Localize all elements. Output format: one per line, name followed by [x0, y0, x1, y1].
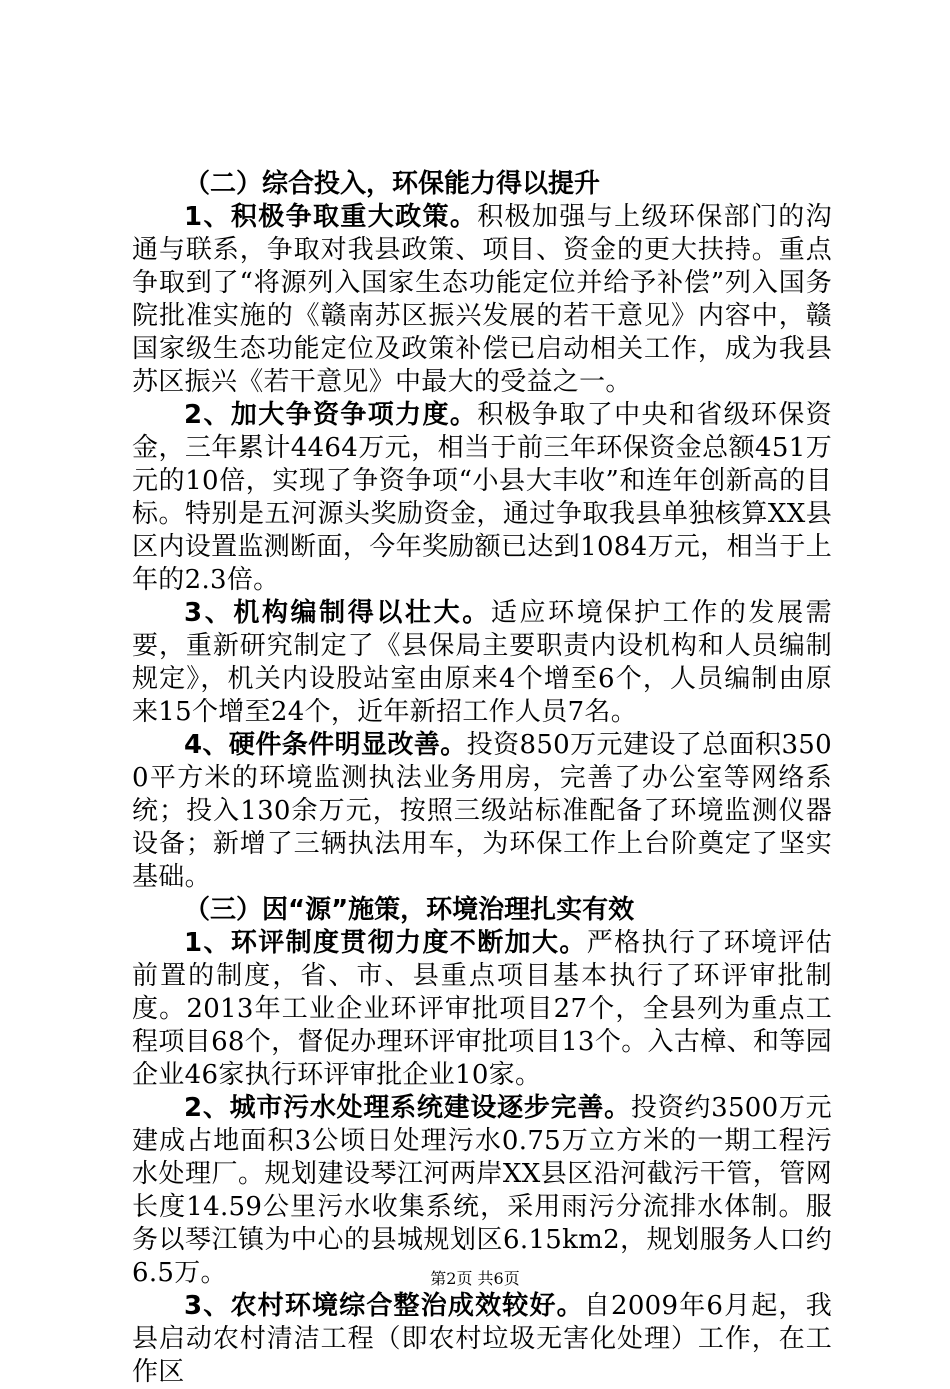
paragraph-lead: 2、城市污水处理系统建设逐步完善。	[184, 1093, 631, 1123]
page-footer: 第2页 共6页	[430, 1269, 520, 1288]
document-body	[132, 168, 832, 1389]
paragraph-lead: 3、农村环境综合整治成效较好。	[184, 1291, 584, 1321]
paragraph-text: 适应环境保护工作的发展需要，重新研究制定了《县保局主要职责内设机构和人员编制规定》，机关内设股站室由原来4个增至6个，人员编制由原来15个增至24个，近年新招工作人员7名。	[132, 598, 832, 727]
paragraph	[132, 1290, 832, 1389]
section-heading: （二）综合投入，环保能力得以提升	[184, 169, 601, 199]
paragraph	[132, 729, 832, 894]
paragraph-text: 投资约3500万元建成占地面积3公顷日处理污水0.75万立方米的一期工程污水处理厂。规划建设琴江河两岸XX县区沿河截污干管，管网长度14.59公里污水收集系统，采用雨污分流排水体制。服务以琴江镇为中心的县城规划区6.15km2，规划服务人口约6.5万。	[132, 1093, 832, 1288]
paragraph	[132, 1092, 832, 1290]
paragraph	[132, 927, 832, 1092]
section-heading: （三）因“源”施策，环境治理扎实有效	[184, 895, 635, 925]
paragraph-text: 投资850万元建设了总面积3500平方米的环境监测执法业务用房，完善了办公室等网络系统；投入130余万元，按照三级站标准配备了环境监测仪器设备；新增了三辆执法用车，为环保工作上台阶奠定了坚实基础。	[132, 730, 832, 892]
paragraph-text: 积极争取了中央和省级环保资金，三年累计4464万元，相当于前三年环保资金总额451万元的10倍，实现了争资争项“小县大丰收”和连年创新高的目标。特别是五河源头奖励资金，通过争取我县单独核算XX县区内设置监测断面，今年奖励额已达到1084万元，相当于上年的2.3倍。	[132, 400, 832, 595]
paragraph-text: 严格执行了环境评估前置的制度，省、市、县重点项目基本执行了环评审批制度。2013年工业企业环评审批项目27个，全县列为重点工程项目68个，督促办理环评审批项目13个。入古樟、和等园企业46家执行环评审批企业10家。	[132, 928, 832, 1090]
paragraph-text: 积极加强与上级环保部门的沟通与联系，争取对我县政策、项目、资金的更大扶持。重点争取到了“将源列入国家生态功能定位并给予补偿”列入国务院批准实施的《赣南苏区振兴发展的若干意见》内容中，赣国家级生态功能定位及政策补偿已启动相关工作，成为我县苏区振兴《若干意见》中最大的受益之一。	[132, 202, 832, 397]
paragraph	[132, 399, 832, 597]
paragraph-lead: 4、硬件条件明显改善。	[184, 730, 467, 760]
paragraph-lead: 1、环评制度贯彻力度不断加大。	[184, 928, 587, 958]
paragraph	[132, 597, 832, 729]
paragraph-lead: 2、加大争资争项力度。	[184, 400, 478, 430]
paragraph-text: 自2009年6月起，我县启动农村清洁工程（即农村垃圾无害化处理）工作，在工作区	[132, 1291, 832, 1387]
paragraph-lead: 1、积极争取重大政策。	[184, 202, 478, 232]
paragraph-lead: 3、机构编制得以壮大。	[184, 598, 491, 628]
paragraph	[132, 201, 832, 399]
